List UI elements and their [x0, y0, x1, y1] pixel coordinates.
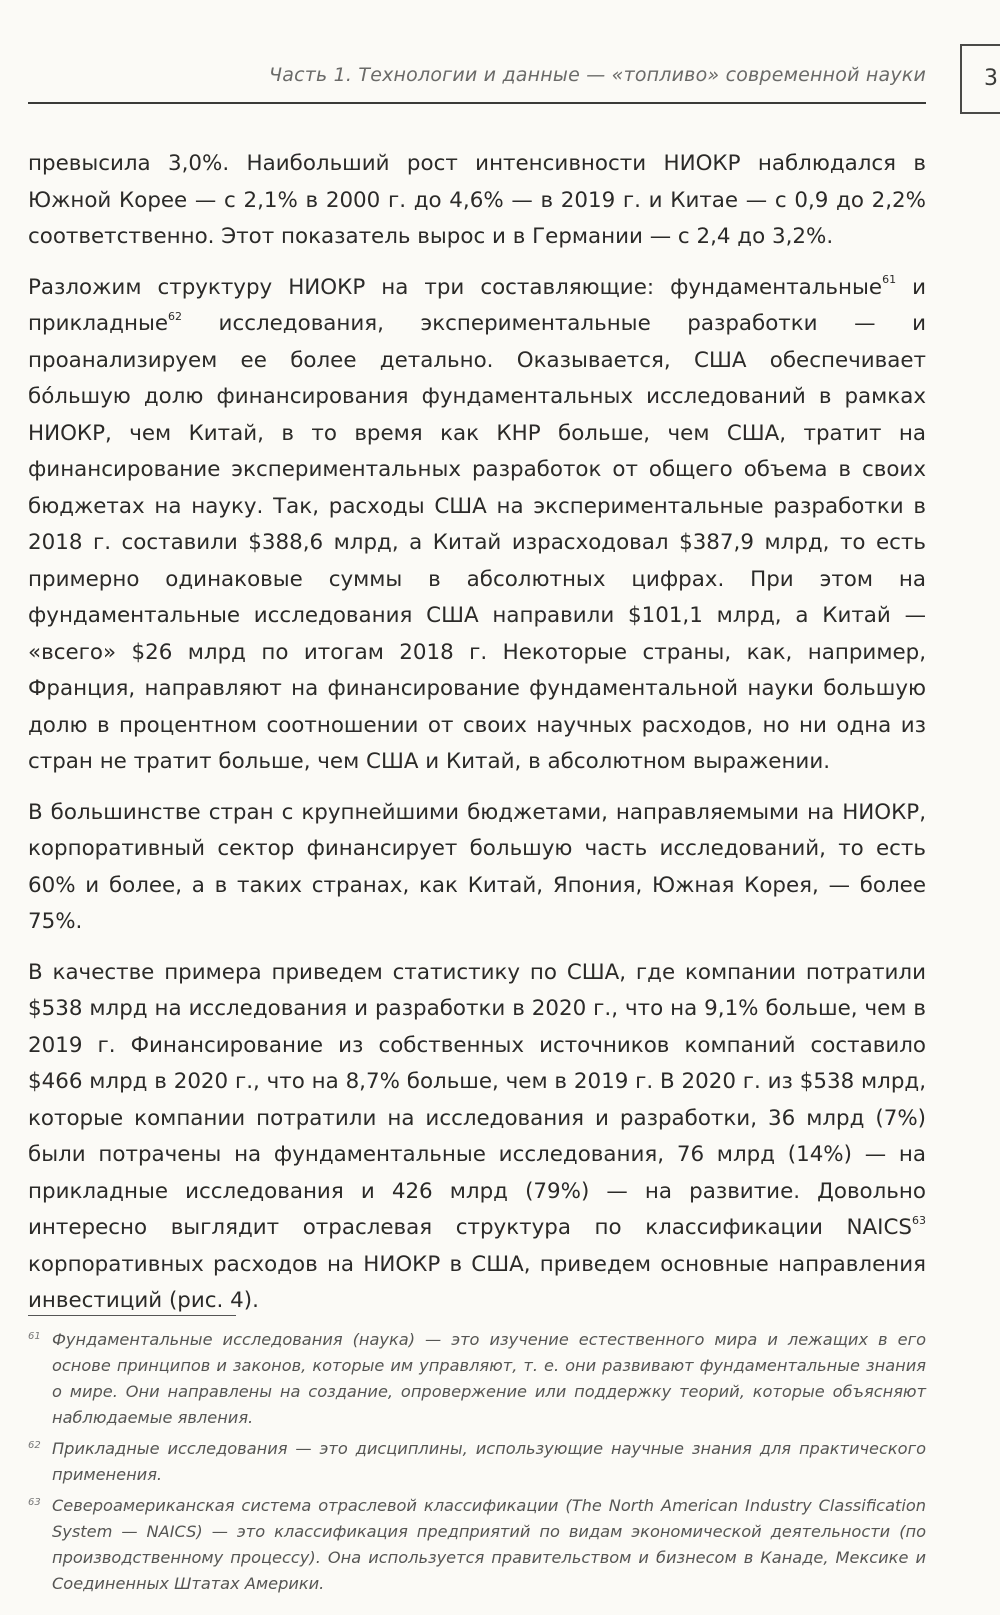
footnote-63: [28, 1493, 926, 1597]
paragraph-4: [28, 955, 926, 1320]
paragraph-text: превысила 3,0%. Наибольший рост интенсивности НИОКР наблюдался в Южной Корее — с 2,1% в 2000 г. до 4,6% — в 2019 г. и Китае — с 0,9 до 2,2% соответственно. Этот показатель вырос и в Германии — с 2,4 до 3,2%.: [28, 151, 926, 249]
footnote-number: 63: [28, 1497, 41, 1508]
footnote-61: [28, 1327, 926, 1431]
paragraph-2: [28, 270, 926, 781]
paragraph-text: корпоративных расходов на НИОКР в США, приведем основные направления инвестиций (рис. 4).: [28, 1251, 926, 1313]
footnotes: [28, 1327, 926, 1602]
footnote-text: Прикладные исследования — это дисциплины, использующие научные знания для практического применения.: [52, 1439, 926, 1484]
paragraph-text: В качестве примера приведем статистику по США, где компании потратили $538 млрд на исследования и разработки в 2020 г., что на 9,1% больше, чем в 2019 г. Финансирование из собственных источников компаний составило $466 млрд в 2020 г., что на 8,7% больше, чем в 2019 г. В 2020 г. из $538 млрд, которые компании потратили на исследования и разработки, 36 млрд (7%) были потрачены на фундаментальные исследования, 76 млрд (14%) — на прикладные исследования и 426 млрд (79%) — на развитие. Довольно интересно выглядит отраслевая структура по классификации NAICS: [28, 959, 926, 1240]
footnote-62: [28, 1436, 926, 1488]
footnote-number: 61: [28, 1331, 41, 1342]
footnote-text: Фундаментальные исследования (наука) — это изучение естественного мира и лежащих в его основе принципов и законов, которые им управляют, т. е. они развивают фундаментальные знания о мире. Они направлены на создание, опровержение или поддержку теорий, которые объясняют наблюдаемые явления.: [52, 1330, 926, 1427]
footnote-text: Североамериканская система отраслевой классификации (The North American Industry Classification System — NAICS) — это классификация предприятий по видам экономической деятельности (по производственному процессу). Она используется правительством и бизнесом в Канаде, Мексике и Соединенных Штатах Америки.: [52, 1496, 926, 1593]
footnote-ref-63[interactable]: 63: [912, 1213, 926, 1227]
footnote-ref-62[interactable]: 62: [168, 309, 182, 323]
footnote-ref-61[interactable]: 61: [882, 273, 897, 287]
paragraph-text: и прикладные: [28, 274, 926, 336]
paragraph-1: [28, 146, 926, 256]
header-rule: [28, 102, 926, 104]
paragraph-text: В большинстве стран с крупнейшими бюджетами, направляемыми на НИОКР, корпоративный сектор финансирует большую часть исследований, то есть 60% и более, а в таких странах, как Китай, Япония, Южная Корея, — более 75%.: [28, 799, 926, 934]
footnote-separator: [28, 1315, 236, 1316]
footnote-number: 62: [28, 1440, 41, 1451]
main-text: [28, 146, 926, 1334]
running-head: Часть 1. Технологии и данные — «топливо» современной науки: [269, 64, 926, 86]
paragraph-text: Разложим структуру НИОКР на три составляющие: фундаментальные: [28, 274, 883, 300]
page-number: 3: [960, 44, 1000, 114]
paragraph-3: [28, 795, 926, 941]
paragraph-text: исследования, экспериментальные разработки — и проанализируем ее более детально. Оказывается, США обеспечивает бо́льшую долю финансирования фундаментальных исследований в рамках НИОКР, чем Китай, в то время как КНР больше, чем США, тратит на финансирование экспериментальных разработок от общего объема в своих бюджетах на науку. Так, расходы США на экспериментальные разработки в 2018 г. составили $388,6 млрд, а Китай израсходовал $387,9 млрд, то есть примерно одинаковые суммы в абсолютных цифрах. При этом на фундаментальные исследования США направили $101,1 млрд, а Китай — «всего» $26 млрд по итогам 2018 г. Некоторые страны, как, например, Франция, направляют на финансирование фундаментальной науки большую долю в процентном соотношении от своих научных расходов, но ни одна из стран не тратит больше, чем США и Китай, в абсолютном выражении.: [28, 311, 926, 774]
